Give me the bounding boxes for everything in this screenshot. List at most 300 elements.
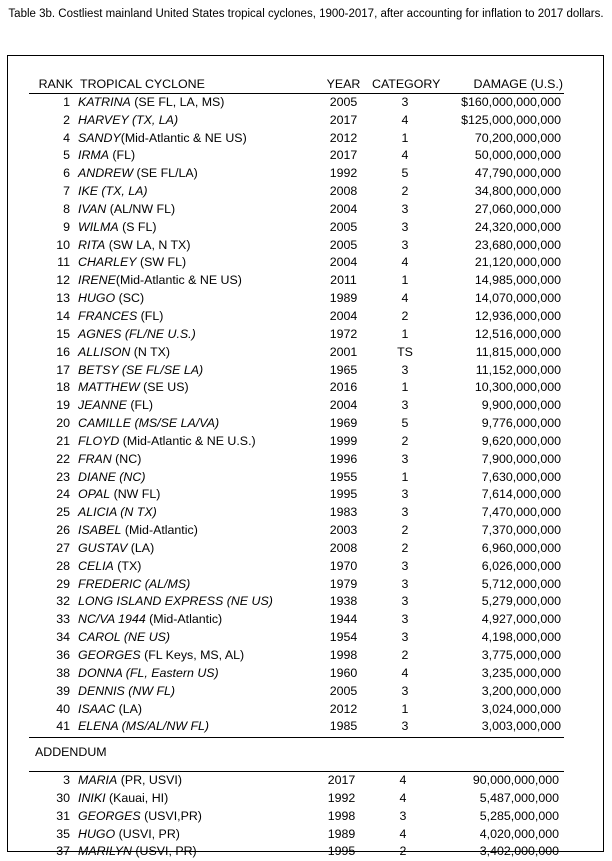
category-cell: 3 [401, 362, 409, 377]
cyclone-cell [78, 415, 315, 433]
storm-name: HUGO [78, 826, 116, 841]
rank-cell: 20 [56, 416, 70, 431]
year-cell: 1996 [329, 451, 358, 466]
damage-cell: 90,000,000,000 [472, 773, 559, 787]
storm-region: (LA) [127, 540, 155, 555]
table-row [8, 362, 605, 380]
rank-cell: 19 [56, 398, 70, 413]
storm-region: (SW LA, N TX) [105, 237, 191, 252]
damage-cell: 14,070,000,000 [474, 291, 561, 306]
rank-cell: 12 [56, 273, 70, 288]
rank-cell: 14 [56, 308, 70, 323]
category-cell: 1 [401, 130, 409, 145]
storm-region: (SE US) [139, 380, 189, 395]
table-row [8, 629, 605, 647]
cyclone-cell [78, 94, 315, 112]
addendum-body [8, 772, 603, 861]
category-cell: 3 [401, 505, 409, 520]
year-cell: 1954 [329, 630, 358, 645]
year-cell: 1965 [329, 362, 358, 377]
storm-region: (PR, USVI) [117, 773, 182, 787]
category-cell: 2 [401, 308, 409, 323]
cyclone-table [8, 76, 605, 736]
damage-cell: 10,300,000,000 [474, 380, 561, 395]
rank-cell: 38 [56, 665, 70, 680]
damage-cell: 50,000,000,000 [474, 148, 561, 163]
damage-cell: 11,152,000,000 [475, 362, 561, 377]
damage-cell: 5,712,000,000 [481, 576, 561, 591]
year-cell: 1983 [329, 505, 358, 520]
cyclone-cell [78, 486, 315, 504]
cyclone-cell [78, 237, 315, 255]
table-row [8, 433, 605, 451]
year-cell: 2004 [329, 255, 358, 270]
category-cell: 4 [401, 148, 409, 163]
year-cell: 1989 [327, 826, 356, 841]
storm-name: CAROL (NE US) [78, 630, 171, 645]
year-cell: 1970 [329, 558, 358, 573]
category-cell: 3 [401, 612, 409, 627]
table-row [8, 522, 605, 540]
storm-name: ALLISON [78, 344, 131, 359]
storm-name: IRENE [78, 273, 116, 288]
category-cell: 5 [401, 166, 409, 181]
year-cell: 1985 [329, 719, 358, 734]
damage-cell: 7,470,000,000 [481, 505, 561, 520]
table-row [8, 843, 603, 861]
storm-region: (FL Keys, MS, AL) [140, 648, 245, 662]
storm-name: NC/VA 1944 [78, 612, 146, 627]
storm-name: MATTHEW [78, 380, 140, 395]
cyclone-cell [78, 451, 315, 469]
rank-cell: 22 [56, 451, 70, 466]
damage-cell: 9,900,000,000 [481, 398, 561, 413]
table-row [8, 272, 605, 290]
damage-cell: 3,775,000,000 [481, 648, 561, 662]
storm-name: RITA [78, 237, 106, 252]
rank-cell: 36 [56, 648, 70, 662]
year-cell: 2003 [329, 523, 358, 538]
table-row [8, 201, 605, 219]
table-end-rule [29, 737, 564, 738]
storm-name: AGNES (FL/NE U.S.) [78, 326, 196, 341]
table-row [8, 379, 605, 397]
storm-name: ISABEL [78, 523, 122, 538]
cyclone-cell [78, 344, 315, 362]
damage-cell: 3,235,000,000 [481, 665, 561, 680]
cyclone-cell [78, 504, 315, 522]
storm-region: (FL) [137, 308, 164, 323]
cyclone-cell [78, 808, 313, 826]
damage-cell: 5,285,000,000 [479, 808, 559, 823]
category-cell: 3 [401, 487, 409, 502]
storm-name: ISAAC [78, 701, 116, 716]
storm-region: (NC) [111, 451, 142, 466]
storm-name: GEORGES [78, 808, 141, 823]
damage-cell: 14,985,000,000 [474, 273, 561, 288]
table-row [8, 397, 605, 415]
table-row [8, 254, 605, 272]
category-cell: 4 [401, 255, 409, 270]
cyclone-cell [78, 772, 313, 790]
damage-cell: 7,630,000,000 [481, 469, 561, 484]
table-row [8, 112, 605, 130]
storm-name: ALICIA (N TX) [78, 505, 157, 520]
category-cell: 3 [401, 683, 409, 698]
year-cell: 1992 [327, 790, 356, 805]
table-row [8, 647, 605, 665]
storm-region: (Mid-Atlantic & NE US) [120, 130, 247, 145]
storm-name: ELENA (MS/AL/NW FL) [78, 719, 210, 734]
year-cell: 2008 [329, 184, 358, 199]
storm-name: IVAN [78, 201, 107, 216]
storm-name: FRAN [78, 451, 112, 466]
rank-cell: 33 [56, 612, 70, 627]
year-cell: 1999 [329, 433, 358, 448]
cyclone-cell [78, 629, 315, 647]
rank-cell: 29 [56, 576, 70, 591]
storm-region: (Kauai, HI) [105, 790, 169, 805]
category-cell: 3 [401, 237, 409, 252]
year-cell: 2017 [329, 148, 358, 163]
storm-region: (USVI, PR) [115, 826, 180, 841]
storm-region: (TX) [113, 558, 142, 573]
storm-name: MARIA [78, 773, 118, 787]
year-cell: 2005 [329, 219, 358, 234]
cyclone-cell [78, 593, 315, 611]
cyclone-cell [78, 183, 315, 201]
storm-region: (Mid-Atlantic) [121, 523, 198, 538]
storm-region: (FL) [126, 398, 154, 413]
year-cell: 2017 [327, 773, 356, 787]
damage-cell: 3,402,000,000 [479, 844, 559, 859]
storm-name: GUSTAV [78, 540, 128, 555]
table-row [8, 683, 605, 701]
damage-cell: 6,960,000,000 [481, 540, 561, 555]
table-row [8, 451, 605, 469]
rank-cell: 1 [63, 94, 70, 109]
table-caption: Table 3b. Costliest mainland United States tropical cyclones, 1900-2017, after accounting for inflation to 2017 dollars. [8, 8, 604, 20]
year-cell: 2004 [329, 308, 358, 323]
category-cell: 1 [401, 326, 409, 341]
table-header-row [8, 76, 605, 94]
year-cell: 2012 [329, 701, 358, 716]
category-cell: 3 [401, 719, 409, 734]
damage-cell: 12,516,000,000 [474, 326, 561, 341]
category-cell: 4 [401, 665, 409, 680]
rank-cell: 39 [56, 683, 70, 698]
rank-cell: 32 [56, 594, 70, 609]
table-row [8, 826, 603, 844]
table-row [8, 576, 605, 594]
rank-cell: 6 [63, 166, 70, 181]
year-cell: 2005 [329, 94, 358, 109]
year-cell: 2005 [329, 237, 358, 252]
category-cell: 3 [401, 398, 409, 413]
damage-cell: 5,279,000,000 [481, 594, 561, 609]
category-cell: 2 [399, 844, 407, 859]
damage-cell: 4,927,000,000 [481, 612, 561, 627]
storm-region: (USVI, PR) [131, 844, 197, 859]
storm-name: IKE (TX, LA) [78, 184, 148, 199]
year-cell: 2017 [329, 112, 358, 127]
storm-name: OPAL [78, 487, 111, 502]
damage-cell: 23,680,000,000 [474, 237, 561, 252]
cyclone-cell [78, 558, 315, 576]
rank-cell: 26 [56, 523, 70, 538]
rank-cell: 35 [56, 826, 70, 841]
cyclone-cell [78, 379, 315, 397]
year-cell: 1995 [329, 487, 358, 502]
storm-name: MARILYN [78, 844, 132, 859]
damage-cell: 5,487,000,000 [479, 790, 559, 805]
rank-cell: 17 [56, 362, 70, 377]
storm-name: DENNIS (NW FL) [78, 683, 176, 698]
year-cell: 1992 [329, 166, 358, 181]
damage-cell: 9,620,000,000 [481, 433, 561, 448]
damage-cell: 21,120,000,000 [474, 255, 561, 270]
cyclone-cell [78, 397, 315, 415]
cyclone-cell [78, 219, 315, 237]
cyclone-cell [78, 647, 315, 665]
category-cell: 3 [401, 201, 409, 216]
year-cell: 1960 [329, 665, 358, 680]
storm-region: (SC) [115, 291, 145, 306]
storm-name: CHARLEY [78, 255, 137, 270]
table-row [8, 219, 605, 237]
storm-name: FREDERIC (AL/MS) [78, 576, 191, 591]
addendum-table [8, 772, 603, 861]
table-row [8, 94, 605, 112]
storm-name: WILMA [78, 219, 119, 234]
table-row [8, 130, 605, 148]
year-cell: 1969 [329, 416, 358, 431]
category-cell: 4 [399, 773, 407, 787]
category-cell: 2 [401, 433, 409, 448]
cyclone-cell [78, 290, 315, 308]
year-cell: 1955 [329, 469, 358, 484]
cyclone-cell [78, 326, 315, 344]
category-cell: 5 [401, 416, 409, 431]
year-cell: 1972 [329, 326, 358, 341]
table-row [8, 147, 605, 165]
table-row [8, 593, 605, 611]
storm-region: (SE FL, LA, MS) [130, 94, 225, 109]
storm-region: (LA) [115, 701, 143, 716]
rank-cell: 3 [63, 773, 70, 787]
storm-region: (SE FL/LA) [133, 166, 198, 181]
storm-name: CELIA [78, 558, 114, 573]
year-cell: 1989 [329, 291, 358, 306]
category-cell: 1 [401, 469, 409, 484]
cyclone-cell [78, 826, 313, 844]
storm-name: KATRINA [78, 94, 131, 109]
storm-region: (S FL) [118, 219, 157, 234]
storm-name: DIANE (NC) [78, 469, 146, 484]
category-cell: 3 [401, 94, 409, 109]
cyclone-cell [78, 843, 313, 861]
storm-name: BETSY (SE FL/SE LA) [78, 362, 204, 377]
category-cell: 1 [401, 273, 409, 288]
cyclone-cell [78, 272, 315, 290]
header-cyclone: TROPICAL CYCLONE [80, 77, 205, 91]
table-row [8, 808, 603, 826]
cyclone-cell [78, 540, 315, 558]
rank-cell: 31 [56, 808, 70, 823]
damage-cell: 34,800,000,000 [474, 184, 561, 199]
storm-name: LONG ISLAND EXPRESS (NE US) [78, 594, 273, 609]
rank-cell: 10 [56, 237, 70, 252]
storm-name: DONNA (FL, Eastern US) [78, 665, 219, 680]
table-row [8, 540, 605, 558]
category-cell: 2 [401, 184, 409, 199]
damage-cell: 24,320,000,000 [474, 219, 561, 234]
category-cell: 4 [401, 112, 409, 127]
cyclone-cell [78, 522, 315, 540]
cyclone-cell [78, 665, 315, 683]
table-row [8, 165, 605, 183]
rank-cell: 37 [56, 844, 70, 859]
category-cell: 3 [401, 558, 409, 573]
table-row [8, 344, 605, 362]
year-cell: 2008 [329, 540, 358, 555]
table-row [8, 486, 605, 504]
year-cell: 1995 [327, 844, 356, 859]
rank-cell: 23 [56, 469, 70, 484]
damage-cell: 7,900,000,000 [481, 451, 561, 466]
cyclone-cell [78, 469, 315, 487]
storm-name: SANDY [78, 130, 121, 145]
category-cell: 1 [401, 380, 409, 395]
storm-region: (NW FL) [110, 487, 161, 502]
year-cell: 2001 [329, 344, 358, 359]
storm-name: ANDREW [78, 166, 134, 181]
category-cell: 1 [401, 701, 409, 716]
table-row [8, 308, 605, 326]
damage-cell: $160,000,000,000 [461, 94, 561, 109]
damage-cell: 3,024,000,000 [481, 701, 561, 716]
damage-cell: 12,936,000,000 [474, 308, 561, 323]
table-row [8, 558, 605, 576]
table-row [8, 326, 605, 344]
rank-cell: 25 [56, 505, 70, 520]
rank-cell: 21 [56, 433, 70, 448]
table-row [8, 290, 605, 308]
rank-cell: 9 [63, 219, 70, 234]
storm-region: (SW FL) [136, 255, 187, 270]
table-frame [7, 55, 604, 859]
storm-region: (Mid-Atlantic & NE US) [115, 273, 242, 288]
damage-cell: $125,000,000,000 [461, 112, 561, 127]
storm-name: HUGO [78, 291, 116, 306]
rank-cell: 30 [56, 790, 70, 805]
year-cell: 2012 [329, 130, 358, 145]
year-cell: 1998 [329, 648, 358, 662]
category-cell: 3 [401, 451, 409, 466]
rank-cell: 40 [56, 701, 70, 716]
rank-cell: 4 [63, 130, 70, 145]
category-cell: 4 [401, 291, 409, 306]
cyclone-cell [78, 362, 315, 380]
damage-cell: 3,003,000,000 [481, 719, 561, 734]
cyclone-cell [78, 254, 315, 272]
table-row [8, 504, 605, 522]
rank-cell: 13 [56, 291, 70, 306]
rank-cell: 16 [56, 344, 70, 359]
year-cell: 2004 [329, 201, 358, 216]
category-cell: 3 [401, 576, 409, 591]
damage-cell: 3,200,000,000 [481, 683, 561, 698]
header-rank: RANK [38, 77, 73, 91]
header-damage: DAMAGE (U.S.) [473, 77, 563, 91]
storm-name: HARVEY (TX, LA) [78, 112, 179, 127]
storm-region: (Mid-Atlantic) [145, 612, 223, 627]
storm-region: (AL/NW FL) [106, 201, 176, 216]
damage-cell: 4,020,000,000 [479, 826, 559, 841]
year-cell: 2004 [329, 398, 358, 413]
cyclone-cell [78, 112, 315, 130]
cyclone-cell [78, 130, 315, 148]
rank-cell: 27 [56, 540, 70, 555]
header-category: CATEGORY [372, 77, 441, 91]
rank-cell: 28 [56, 558, 70, 573]
table-row [8, 611, 605, 629]
cyclone-cell [78, 433, 315, 451]
year-cell: 2016 [329, 380, 358, 395]
damage-cell: 27,060,000,000 [474, 201, 561, 216]
damage-cell: 6,026,000,000 [481, 558, 561, 573]
damage-cell: 7,614,000,000 [481, 487, 561, 502]
table-row [8, 701, 605, 719]
rank-cell: 34 [56, 630, 70, 645]
table-row [8, 415, 605, 433]
rank-cell: 11 [57, 255, 70, 270]
table-row [8, 183, 605, 201]
damage-cell: 4,198,000,000 [481, 630, 561, 645]
year-cell: 1998 [327, 808, 356, 823]
year-cell: 1979 [329, 576, 358, 591]
storm-name: FLOYD [78, 433, 120, 448]
table-row [8, 790, 603, 808]
rank-cell: 15 [56, 326, 70, 341]
damage-cell: 70,200,000,000 [474, 130, 561, 145]
category-cell: 4 [399, 826, 407, 841]
cyclone-cell [78, 165, 315, 183]
storm-name: JEANNE [78, 398, 127, 413]
table-body [8, 94, 605, 736]
damage-cell: 7,370,000,000 [481, 523, 561, 538]
table-row [8, 665, 605, 683]
cyclone-cell [78, 718, 315, 736]
rank-cell: 24 [56, 487, 70, 502]
year-cell: 2011 [330, 273, 357, 288]
damage-cell: 47,790,000,000 [474, 166, 561, 181]
category-cell: 3 [401, 594, 409, 609]
storm-name: FRANCES [78, 308, 138, 323]
category-cell: 2 [401, 540, 409, 555]
category-cell: 3 [401, 630, 409, 645]
category-cell: 3 [401, 219, 409, 234]
header-year: YEAR [326, 77, 361, 91]
damage-cell: 11,815,000,000 [475, 344, 561, 359]
cyclone-cell [78, 790, 313, 808]
storm-name: GEORGES [78, 648, 141, 662]
category-cell: 3 [399, 808, 407, 823]
rank-cell: 5 [63, 148, 70, 163]
rank-cell: 7 [63, 184, 70, 199]
cyclone-cell [78, 611, 315, 629]
cyclone-cell [78, 201, 315, 219]
